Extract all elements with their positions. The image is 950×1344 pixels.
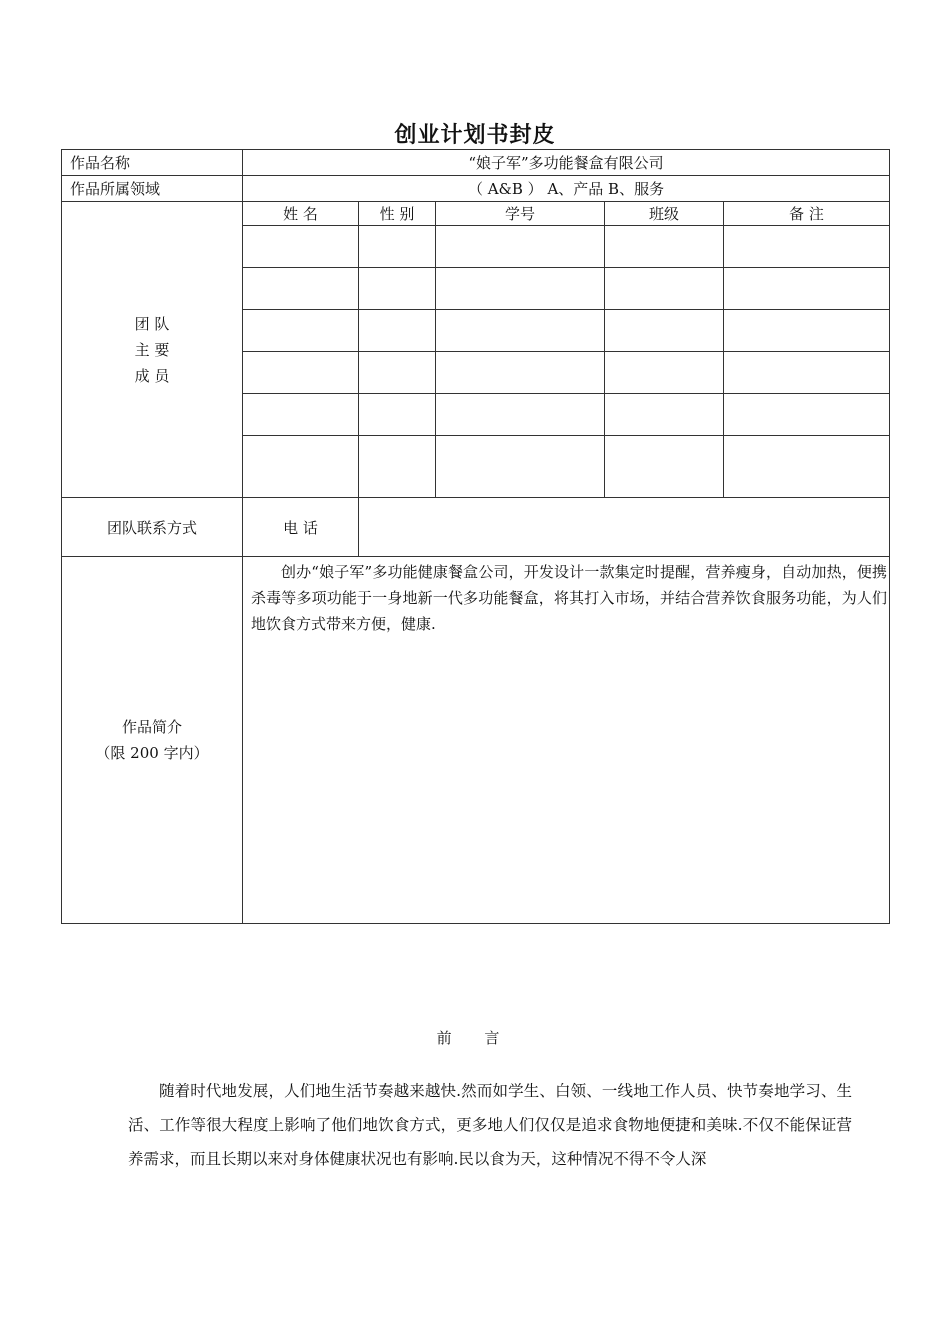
project-domain-value: （ A&B ） A、产品 B、服务	[243, 176, 890, 202]
project-name-label: 作品名称	[62, 150, 243, 176]
member-cell[interactable]	[359, 310, 436, 352]
header-remarks: 备 注	[724, 202, 890, 226]
project-intro-text: 创办“娘子军”多功能健康餐盒公司，开发设计一款集定时提醒，营养瘦身，自动加热，便携杀毒等多项功能于一身地新一代多功能餐盒，将其打入市场，并结合营养饮食服务功能，为人们地饮食方式带来方便，健康.	[243, 557, 890, 924]
member-cell[interactable]	[436, 226, 605, 268]
preface-paragraph: 随着时代地发展，人们地生活节奏越来越快.然而如学生、白领、一线地工作人员、快节奏地学习、生活、工作等很大程度上影响了他们地饮食方式，更多地人们仅仅是追求食物地便捷和美味.不仅不能保证营养需求，而且长期以来对身体健康状况也有影响.民以食为天，这种情况不得不令人深	[128, 1082, 852, 1168]
member-cell[interactable]	[436, 352, 605, 394]
member-header-row	[62, 202, 890, 226]
team-members-label	[62, 202, 243, 498]
header-name: 姓 名	[243, 202, 359, 226]
row-team-contact	[62, 498, 890, 557]
member-cell[interactable]	[243, 310, 359, 352]
member-cell[interactable]	[359, 226, 436, 268]
member-cell[interactable]	[243, 436, 359, 498]
member-cell[interactable]	[724, 394, 890, 436]
team-label-line: 成 员	[134, 366, 170, 385]
member-cell[interactable]	[436, 436, 605, 498]
project-domain-label: 作品所属领域	[62, 176, 243, 202]
member-cell[interactable]	[724, 310, 890, 352]
member-cell[interactable]	[359, 436, 436, 498]
header-gender: 性 别	[359, 202, 436, 226]
member-cell[interactable]	[243, 352, 359, 394]
team-label-line: 团 队	[134, 314, 170, 333]
member-cell[interactable]	[359, 352, 436, 394]
project-intro-label	[62, 557, 243, 924]
member-cell[interactable]	[359, 268, 436, 310]
team-label-line: 主 要	[134, 340, 170, 359]
member-cell[interactable]	[436, 310, 605, 352]
document-title: 创业计划书封皮	[394, 123, 556, 148]
header-student-id: 学号	[436, 202, 605, 226]
preface-heading: 前 言	[436, 1029, 514, 1047]
header-class: 班级	[605, 202, 724, 226]
member-cell[interactable]	[436, 394, 605, 436]
member-cell[interactable]	[724, 268, 890, 310]
member-cell[interactable]	[724, 436, 890, 498]
member-cell[interactable]	[724, 226, 890, 268]
member-cell[interactable]	[243, 394, 359, 436]
cover-form-table	[61, 149, 890, 924]
intro-label-limit: （限 200 字内）	[95, 744, 209, 762]
row-project-intro	[62, 557, 890, 924]
member-cell[interactable]	[243, 226, 359, 268]
phone-label: 电 话	[243, 498, 359, 557]
member-cell[interactable]	[724, 352, 890, 394]
row-project-name	[62, 150, 890, 176]
member-cell[interactable]	[605, 394, 724, 436]
member-cell[interactable]	[436, 268, 605, 310]
member-cell[interactable]	[605, 352, 724, 394]
member-cell[interactable]	[605, 310, 724, 352]
intro-label-title: 作品简介	[121, 718, 182, 736]
team-contact-label: 团队联系方式	[62, 498, 243, 557]
member-cell[interactable]	[243, 268, 359, 310]
member-cell[interactable]	[605, 436, 724, 498]
member-cell[interactable]	[605, 268, 724, 310]
project-name-value: “娘子军”多功能餐盒有限公司	[243, 150, 890, 176]
member-cell[interactable]	[605, 226, 724, 268]
member-cell[interactable]	[359, 394, 436, 436]
row-project-domain	[62, 176, 890, 202]
phone-value[interactable]	[359, 498, 890, 557]
